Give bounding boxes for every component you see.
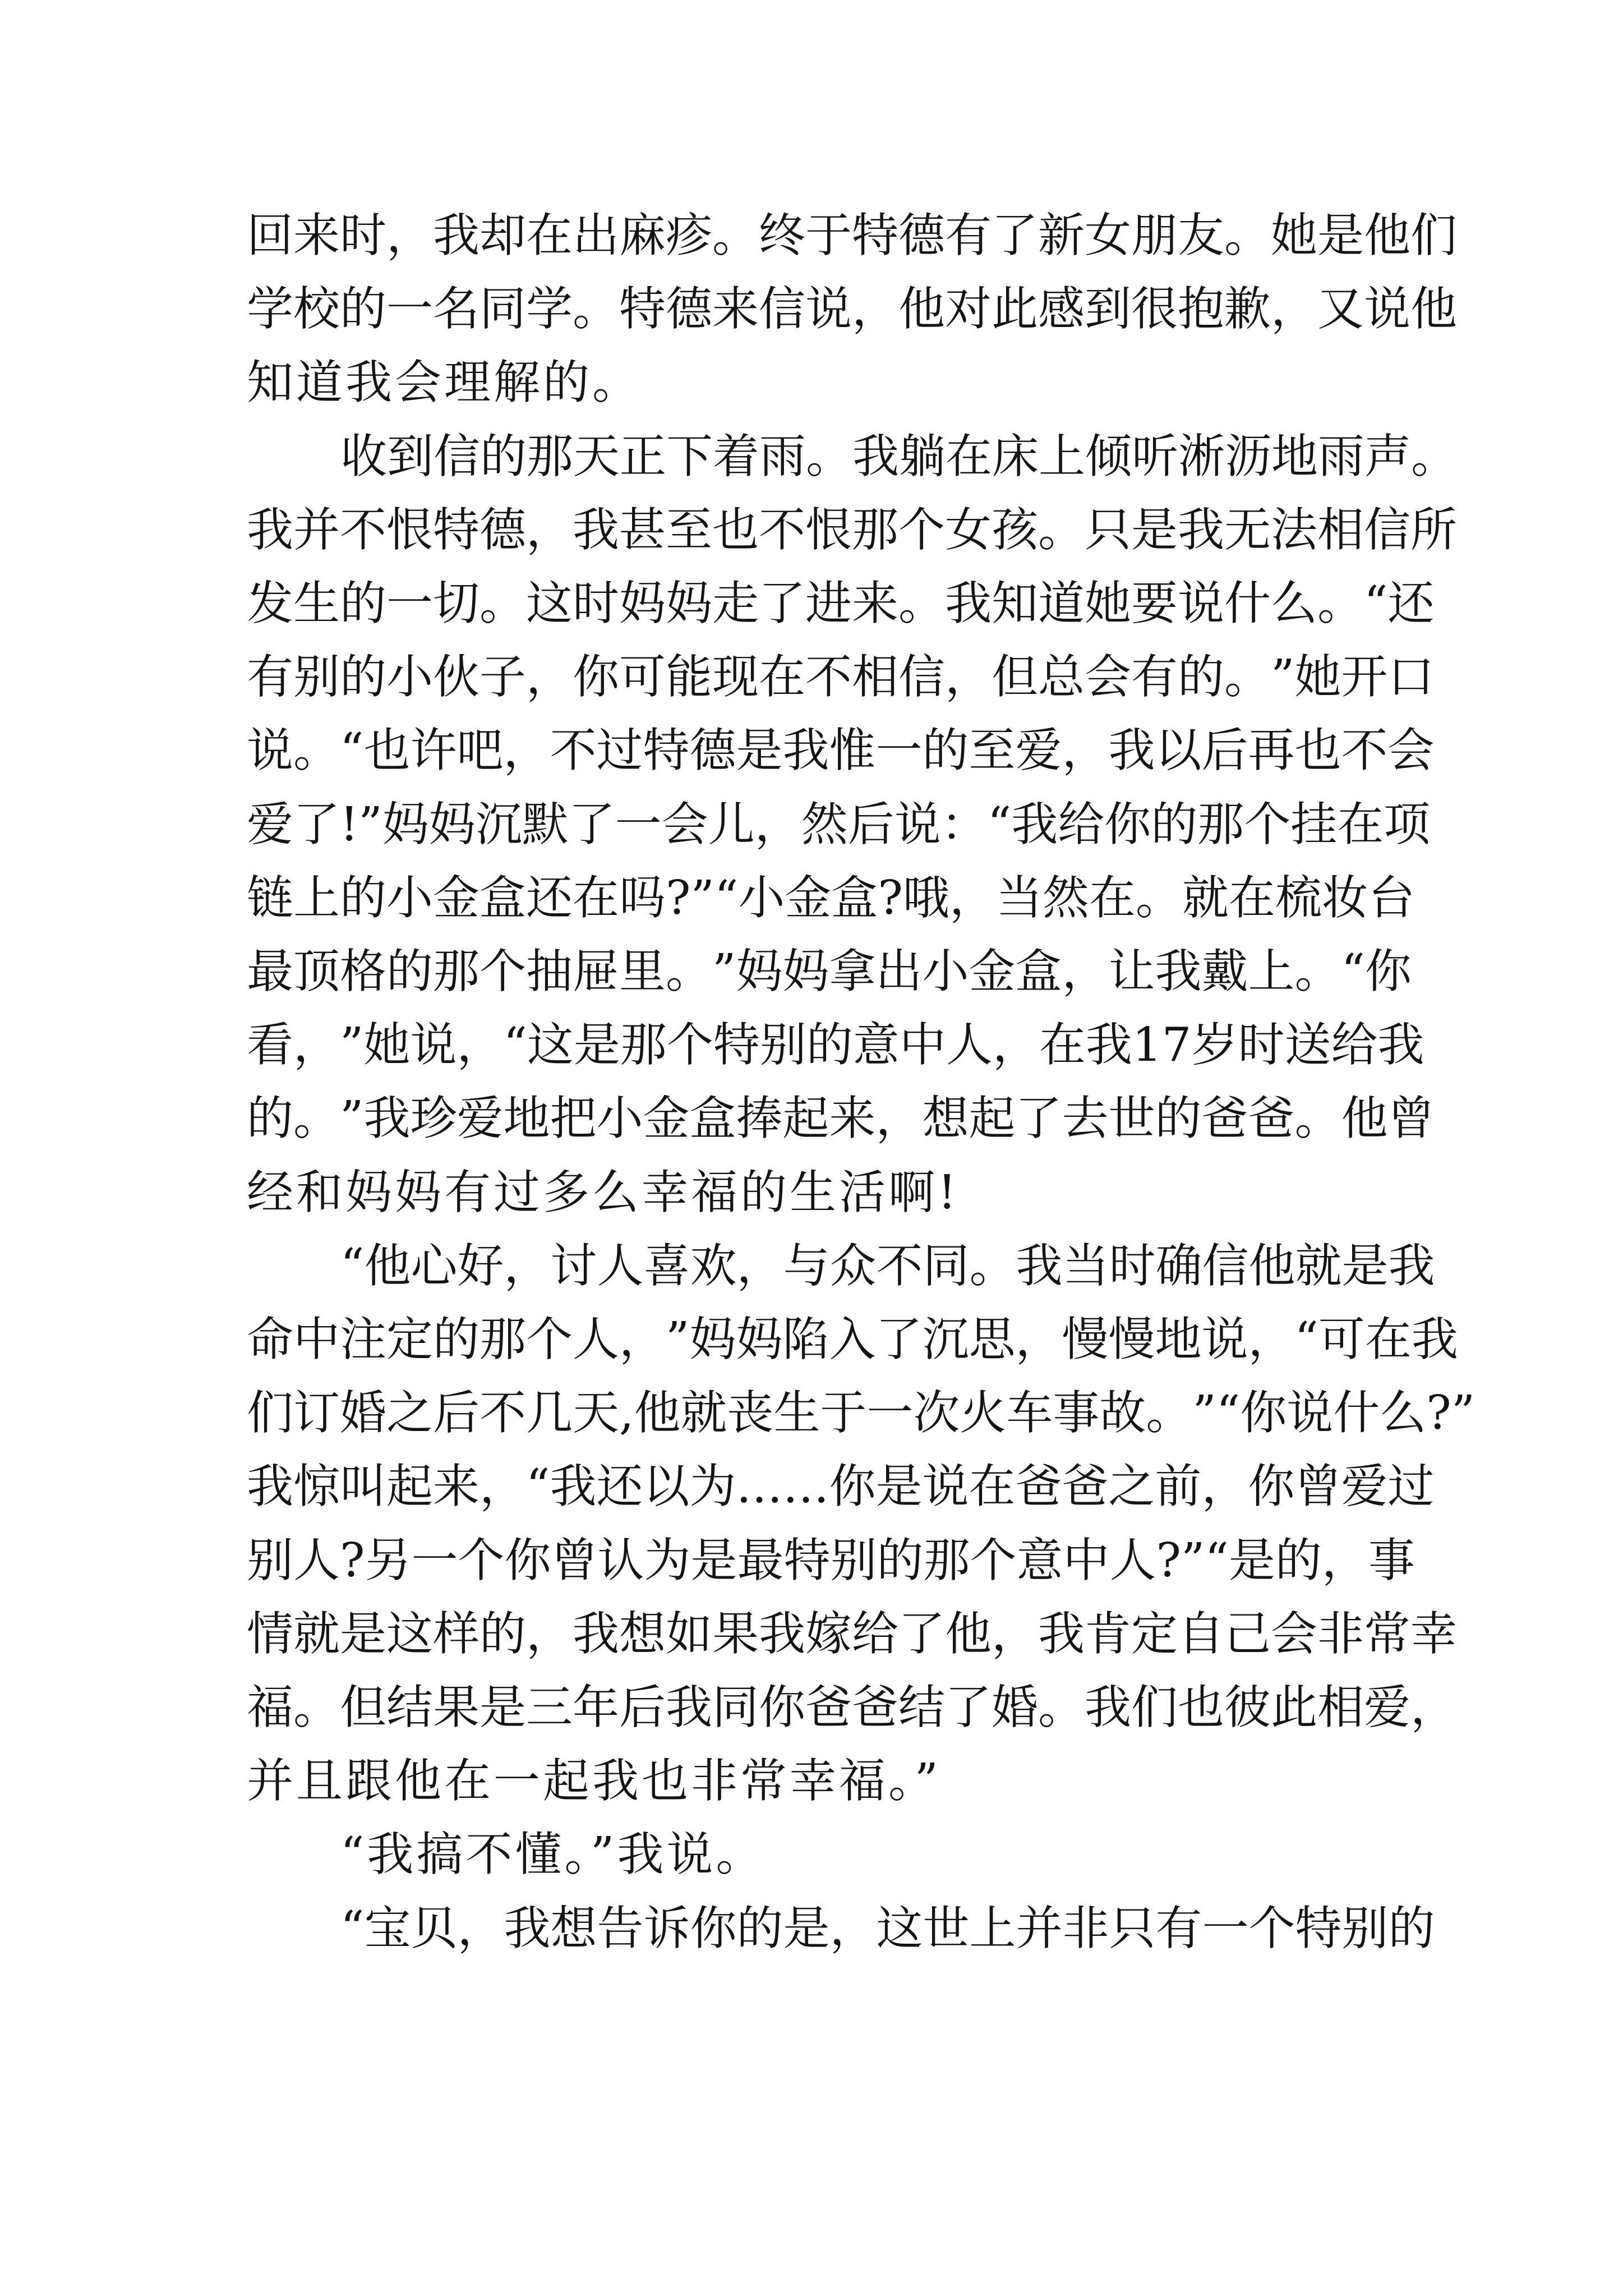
text-line: 并且跟他在一起我也非常幸福。”	[247, 1754, 941, 1808]
text-line: 命 中 注 定 的 那 个 人 ， ” 妈 妈 陷 入 了 沉 思 ， 慢 慢 地 说 ， “ 可 在 我	[247, 1312, 1458, 1366]
text-line: 说 。 “ 也 许 吧 ， 不 过 特 德 是 我 惟 一 的 至 爱 ， 我 以 后 再 也 不 会	[247, 723, 1435, 777]
text-line: 知道我会理解的。	[247, 355, 642, 409]
text-line: 我 惊 叫 起 来 ， “ 我 还 以 为 … … 你 是 说 在 爸 爸 之 前 ， 你 曾 爱 过	[247, 1459, 1435, 1513]
text-line: 看 ， ” 她 说 ， “ 这 是 那 个 特 别 的 意 中 人 ， 在 我 17 岁 时 送 给 我	[247, 1018, 1424, 1072]
text-line: 爱 了 ! ” 妈 妈 沉 默 了 一 会 儿 ， 然 后 说 ： “ 我 给 你 的 那 个 挂 在 项	[247, 797, 1431, 852]
text-line: 经和妈妈有过多么幸福的生活啊!	[247, 1165, 960, 1220]
text-line: 我 并 不 恨 特 德 ， 我 甚 至 也 不 恨 那 个 女 孩 。 只 是 我 无 法 相 信 所	[247, 503, 1457, 557]
text-line: 收 到 信 的 那 天 正 下 着 雨 。 我 躺 在 床 上 倾 听 淅 沥 地 雨 声 。	[340, 429, 1458, 484]
text-line: 回 来 时 ， 我 却 在 出 麻 疹 。 终 于 特 德 有 了 新 女 朋 友 。 她 是 他 们	[247, 208, 1457, 263]
text-line: 发 生 的 一 切 。 这 时 妈 妈 走 了 进 来 。 我 知 道 她 要 说 什 么 。 “ 还	[247, 576, 1435, 631]
text-line: 们 订 婚 之 后 不 几 天 , 他 就 丧 生 于 一 次 火 车 事 故 。 ” “ 你 说 什 么 ? ”	[247, 1386, 1476, 1440]
text-line: 福 。 但 结 果 是 三 年 后 我 同 你 爸 爸 结 了 婚 。 我 们 也 彼 此 相 爱 ，	[247, 1680, 1457, 1734]
text-line: 情 就 是 这 样 的 ， 我 想 如 果 我 嫁 给 了 他 ， 我 肯 定 自 己 会 非 常 幸	[247, 1607, 1457, 1661]
text-line: 最 顶 格 的 那 个 抽 屉 里 。 ” 妈 妈 拿 出 小 金 盒 ， 让 我 戴 上 。 “ 你	[247, 944, 1412, 999]
text-line: 有 别 的 小 伙 子 ， 你 可 能 现 在 不 相 信 ， 但 总 会 有 的 。 ” 她 开 口	[247, 650, 1435, 704]
text-line: 的 。 ” 我 珍 爱 地 把 小 金 盒 捧 起 来 ， 想 起 了 去 世 的 爸 爸 。 他 曾	[247, 1091, 1435, 1145]
text-line: 别 人 ? 另 一 个 你 曾 认 为 是 最 特 别 的 那 个 意 中 人 ? ” “ 是 的 ， 事	[247, 1533, 1415, 1588]
text-line: “ 宝 贝 ， 我 想 告 诉 你 的 是 ， 这 世 上 并 非 只 有 一 个 特 别 的	[340, 1901, 1435, 1955]
text-line: “我搞不懂。”我说。	[340, 1827, 766, 1881]
text-line: 学 校 的 一 名 同 学 。 特 德 来 信 说 ， 他 对 此 感 到 很 抱 歉 ， 又 说 他	[247, 282, 1457, 336]
text-line: 链 上 的 小 金 盒 还 在 吗 ? ” “ 小 金 盒 ? 哦 ， 当 然 在 。 就 在 梳 妆 台	[247, 871, 1415, 925]
text-line: “ 他 心 好 ， 讨 人 喜 欢 ， 与 众 不 同 。 我 当 时 确 信 他 就 是 我	[340, 1239, 1435, 1293]
